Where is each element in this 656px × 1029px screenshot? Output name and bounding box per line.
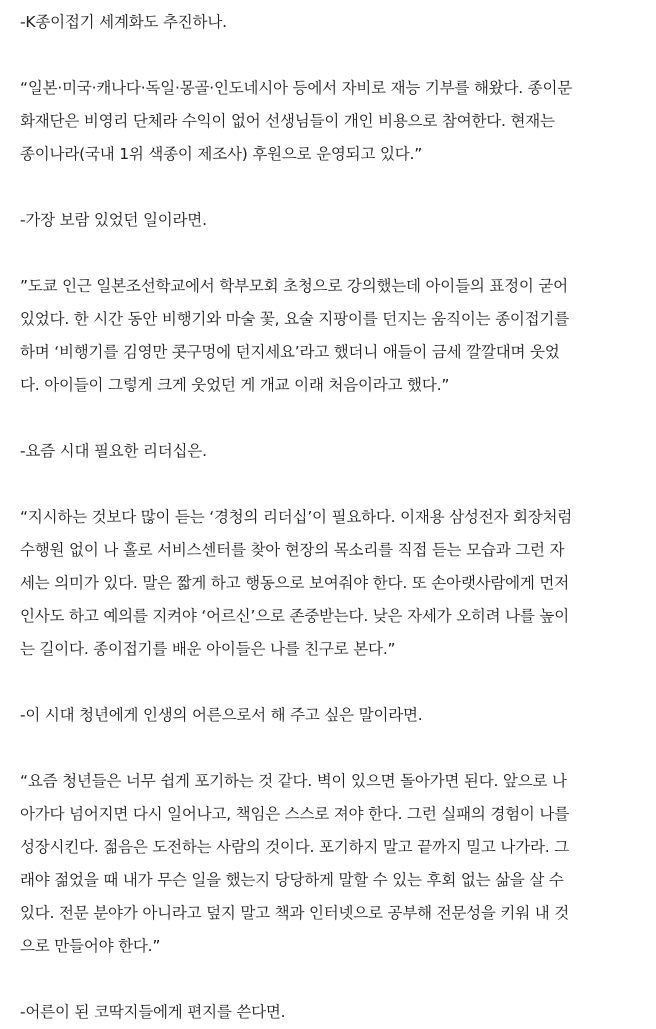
question-letter: -어른이 된 코딱지들에게 편지를 쓴다면. <box>20 1003 286 1021</box>
question-most-rewarding: -가장 보람 있었던 일이라면. <box>20 211 207 229</box>
question-advice-youth: -이 시대 청년에게 인생의 어른으로서 해 주고 싶은 말이라면. <box>20 706 423 724</box>
answer-advice-youth: “요즘 청년들은 너무 쉽게 포기하는 것 같다. 벽이 있으면 돌아가면 된다. 앞으로 나 아가다 넘어지면 다시 일어나고, 책임은 스스로 져야 한다. 그런 실패의 경험이 나를 성장시킨다. 젊음은 도전하는 사람의 것이다. 포기하지 말고 끝까지 밀고 나가라. 그 래야 젊었을 때 내가 무슨 일을 했는지 당당하게 말할 수 있는 후회 없는 삶을 살 수 있다. 전문 분야가 아니라고 덮지 말고 책과 인터넷으로 공부해 전문성을 키워 내 것 으로 만들어야 한다.” <box>20 772 569 955</box>
answer-most-rewarding: ”도쿄 인근 일본조선학교에서 학부모회 초청으로 강의했는데 아이들의 표정이 굳어 있었다. 한 시간 동안 비행기와 마술 꽃, 요술 지팡이를 던지는 움직이는 종이접기를 하며 ‘비행기를 김영만 콧구멍에 던지세요’라고 했더니 애들이 금세 깔깔대며 웃었 다. 아이들이 그렇게 크게 웃었던 게 개교 이래 처음이라고 했다.” <box>20 277 569 394</box>
question-leadership: -요즘 시대 필요한 리더십은. <box>20 442 207 460</box>
answer-globalization: “일본·미국·캐나다·독일·몽골·인도네시아 등에서 자비로 재능 기부를 해왔다. 종이문 화재단은 비영리 단체라 수익이 없어 선생님들이 개인 비용으로 참여한다. 현재는 종이나라(국내 1위 색종이 제조사) 후원으로 운영되고 있다.” <box>20 79 573 163</box>
answer-leadership: “지시하는 것보다 많이 듣는 ‘경청의 리더십’이 필요하다. 이재용 삼성전자 회장처럼 수행원 없이 나 홀로 서비스센터를 찾아 현장의 목소리를 직접 듣는 모습과 그런 자 세는 의미가 있다. 말은 짧게 하고 행동으로 보여줘야 한다. 또 손아랫사람에게 먼저 인사도 하고 예의를 지켜야 ‘어르신’으로 존중받는다. 낮은 자세가 오히려 나를 높이 는 길이다. 종이접기를 배운 아이들은 나를 친구로 본다.” <box>20 508 573 658</box>
article-body <box>20 6 612 1029</box>
question-globalization: -K종이접기 세계화도 추진하나. <box>20 13 227 31</box>
